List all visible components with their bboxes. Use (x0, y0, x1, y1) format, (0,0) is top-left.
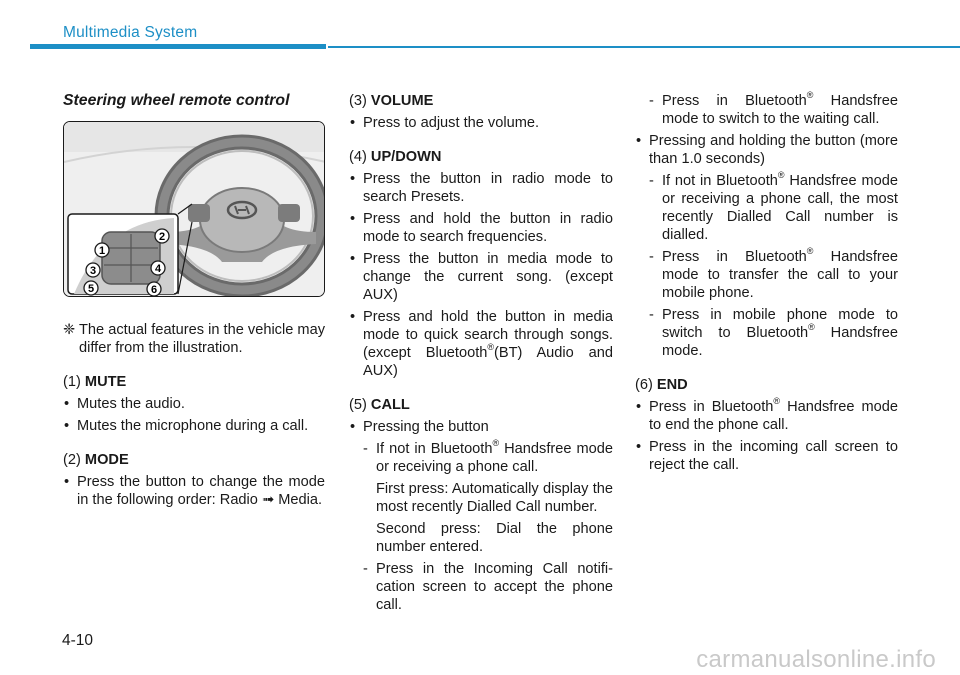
steering-wheel-illustration (64, 122, 325, 297)
column-1 (63, 90, 325, 509)
column-3 (635, 92, 898, 474)
updown-keyword: UP/DOWN (370, 149, 442, 165)
callout-2: 2 (158, 231, 166, 243)
list-item: • Press and hold the button in radio mode to search frequencies. (350, 211, 613, 245)
header-rule-thick (30, 44, 326, 49)
column-2 (349, 92, 613, 614)
callout-6: 6 (150, 284, 158, 296)
list-item: • Press and hold the button in media mode to quick search through songs. (except Bluetooth®(BT) Audio and AUX) (350, 309, 613, 379)
mute-heading: (1) MUTE (63, 374, 127, 390)
updown-heading: (4) UP/DOWN (349, 149, 442, 165)
end-keyword: END (656, 377, 688, 393)
volume-keyword: VOLUME (370, 93, 434, 109)
section-title: Steering wheel remote control (63, 92, 290, 109)
header-rule-thin (328, 46, 960, 48)
end-heading: (6) END (635, 377, 688, 393)
header-title: Multimedia System (63, 24, 198, 41)
steering-wheel-figure (63, 121, 325, 297)
list-item: • Press to adjust the volume. (350, 115, 540, 131)
callout-1: 1 (98, 245, 106, 257)
page-number: 4-10 (62, 632, 94, 649)
list-item: - Press in mobile phone mode to switch to Bluetooth® Handsfree mode. (649, 307, 898, 359)
list-item: - Press in Bluetooth® Handsfree mode to transfer the call to your mobile phone. (649, 246, 898, 301)
illustration-note (63, 321, 325, 357)
list-item: • Press in Bluetooth® Handsfree mode to end the phone call. (636, 396, 898, 433)
callout-5: 5 (87, 283, 95, 295)
call-first-press: First press: Automatically display the most recently Dialled Call number. (376, 481, 613, 515)
mode-keyword: MODE (84, 452, 129, 468)
list-item: • Press in the incoming call screen to reject the call. (636, 439, 898, 473)
mode-heading: (2) MODE (63, 452, 129, 468)
list-item: • Pressing and holding the button (more than 1.0 seconds) (636, 133, 898, 167)
list-item: - Press in the Incoming Call notifi-cation screen to accept the phone call. (363, 561, 613, 613)
note-symbol: ❈ (63, 322, 76, 338)
callout-3: 3 (89, 265, 97, 277)
list-item: • Press the button to change the mode in the following order: Radio ➟ Media. (64, 474, 325, 508)
list-item: • Pressing the button (350, 419, 489, 435)
call-second-press: Second press: Dial the phone number entered. (376, 521, 613, 555)
list-item: • Mutes the microphone during a call. (64, 418, 309, 434)
mute-keyword: MUTE (84, 374, 127, 390)
note-text: The actual features in the vehicle may differ from the illustration. (79, 322, 325, 356)
list-item: - If not in Bluetooth® Handsfree mode or receiving a phone call, the most recently Dialled Call number is dialled. (649, 170, 898, 243)
watermark: carmanualsonline.info (696, 646, 936, 673)
volume-heading: (3) VOLUME (349, 93, 434, 109)
list-item: - If not in Bluetooth® Handsfree mode or receiving a phone call. (363, 438, 613, 475)
callout-4: 4 (154, 263, 162, 275)
list-item: - Press in Bluetooth® Handsfree mode to switch to the waiting call. (649, 90, 898, 127)
call-heading: (5) CALL (349, 397, 410, 413)
list-item: • Mutes the audio. (64, 396, 185, 412)
list-item: • Press the button in radio mode to search Presets. (350, 171, 613, 205)
call-keyword: CALL (370, 397, 410, 413)
list-item: • Press the button in media mode to change the current song. (except AUX) (350, 251, 613, 303)
